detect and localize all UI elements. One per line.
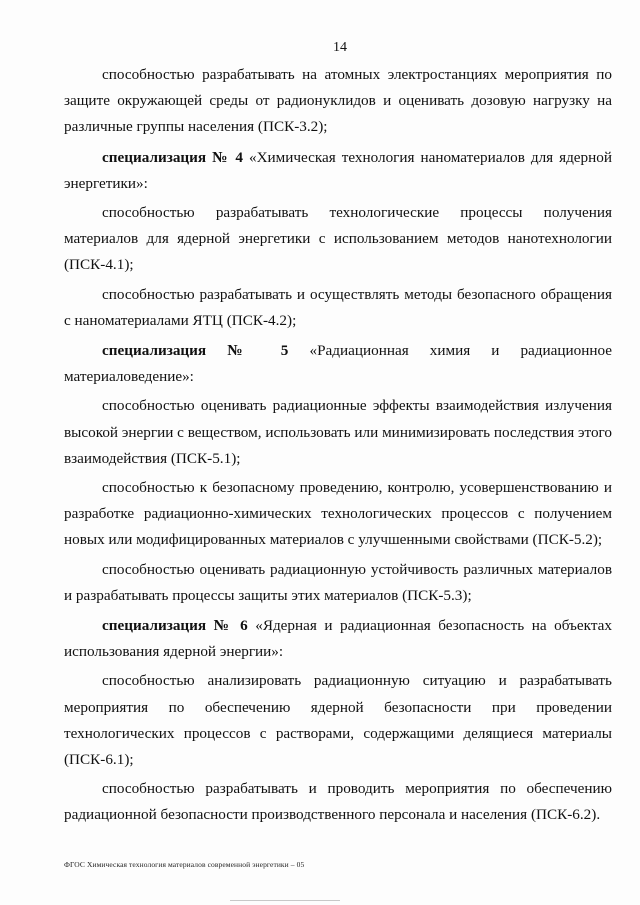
specialization-label: специализация № 5 <box>102 342 289 360</box>
paragraph-psk-5-2 <box>64 475 612 554</box>
specialization-label: специализация № 4 <box>102 148 244 166</box>
paragraph-psk-3-2 <box>64 62 612 141</box>
paragraph-psk-5-3 <box>64 557 612 609</box>
specialization-title: «Радиационная химия и радиационное материаловедение»: <box>64 342 612 386</box>
specialization-title: «Химическая технология наноматериалов для ядерной энергетики»: <box>64 148 612 192</box>
specialization-4-heading <box>64 145 612 197</box>
specialization-6-heading <box>64 613 612 665</box>
document-body <box>64 62 612 832</box>
paragraph-text: способностью оценивать радиационные эффекты взаимодействия излучения высокой энергии с веществом, использовать или минимизировать последствия этого взаимодействия (ПСК-5.1); <box>64 397 612 467</box>
specialization-5-heading <box>64 338 612 390</box>
page-number: 14 <box>333 40 347 55</box>
paragraph-psk-6-2 <box>64 776 612 828</box>
paragraph-psk-5-1 <box>64 393 612 472</box>
specialization-label: специализация № 6 <box>102 617 248 635</box>
paragraph-text: способностью разрабатывать на атомных электростанциях мероприятия по защите окружающей среды от радионуклидов и оценивать дозовую нагрузку на различные группы населения (ПСК-3.2); <box>64 66 612 136</box>
paragraph-text: способностью к безопасному проведению, контролю, усовершенствованию и разработке радиационно-химических технологических процессов с получением новых или модифицированных материалов с улучшенными свойствами (ПСК-5.2); <box>64 479 612 549</box>
paragraph-text: способностью разрабатывать технологические процессы получения материалов для ядерной энергетики с использованием методов нанотехнологии (ПСК-4.1); <box>64 204 612 274</box>
paragraph-psk-6-1 <box>64 668 612 773</box>
page-footer: ФГОС Химическая технология материалов современной энергетики – 05 <box>64 860 305 869</box>
paragraph-text: способностью анализировать радиационную ситуацию и разрабатывать мероприятия по обеспечению ядерной безопасности при проведении технологических процессов с растворами, содержащими делящиеся материалы (ПСК-6.1); <box>64 672 612 769</box>
specialization-title: «Ядерная и радиационная безопасность на объектах использования ядерной энергии»: <box>64 617 612 661</box>
paragraph-psk-4-2 <box>64 282 612 334</box>
paragraph-text: способностью разрабатывать и проводить мероприятия по обеспечению радиационной безопасности производственного персонала и населения (ПСК-6.2). <box>64 780 612 824</box>
scan-edge-line <box>230 900 340 901</box>
paragraph-text: способностью оценивать радиационную устойчивость различных материалов и разрабатывать процессы защиты этих материалов (ПСК-5.3); <box>64 560 612 604</box>
paragraph-psk-4-1 <box>64 200 612 279</box>
paragraph-text: способностью разрабатывать и осуществлять методы безопасного обращения с наноматериалами ЯТЦ (ПСК-4.2); <box>64 285 612 329</box>
